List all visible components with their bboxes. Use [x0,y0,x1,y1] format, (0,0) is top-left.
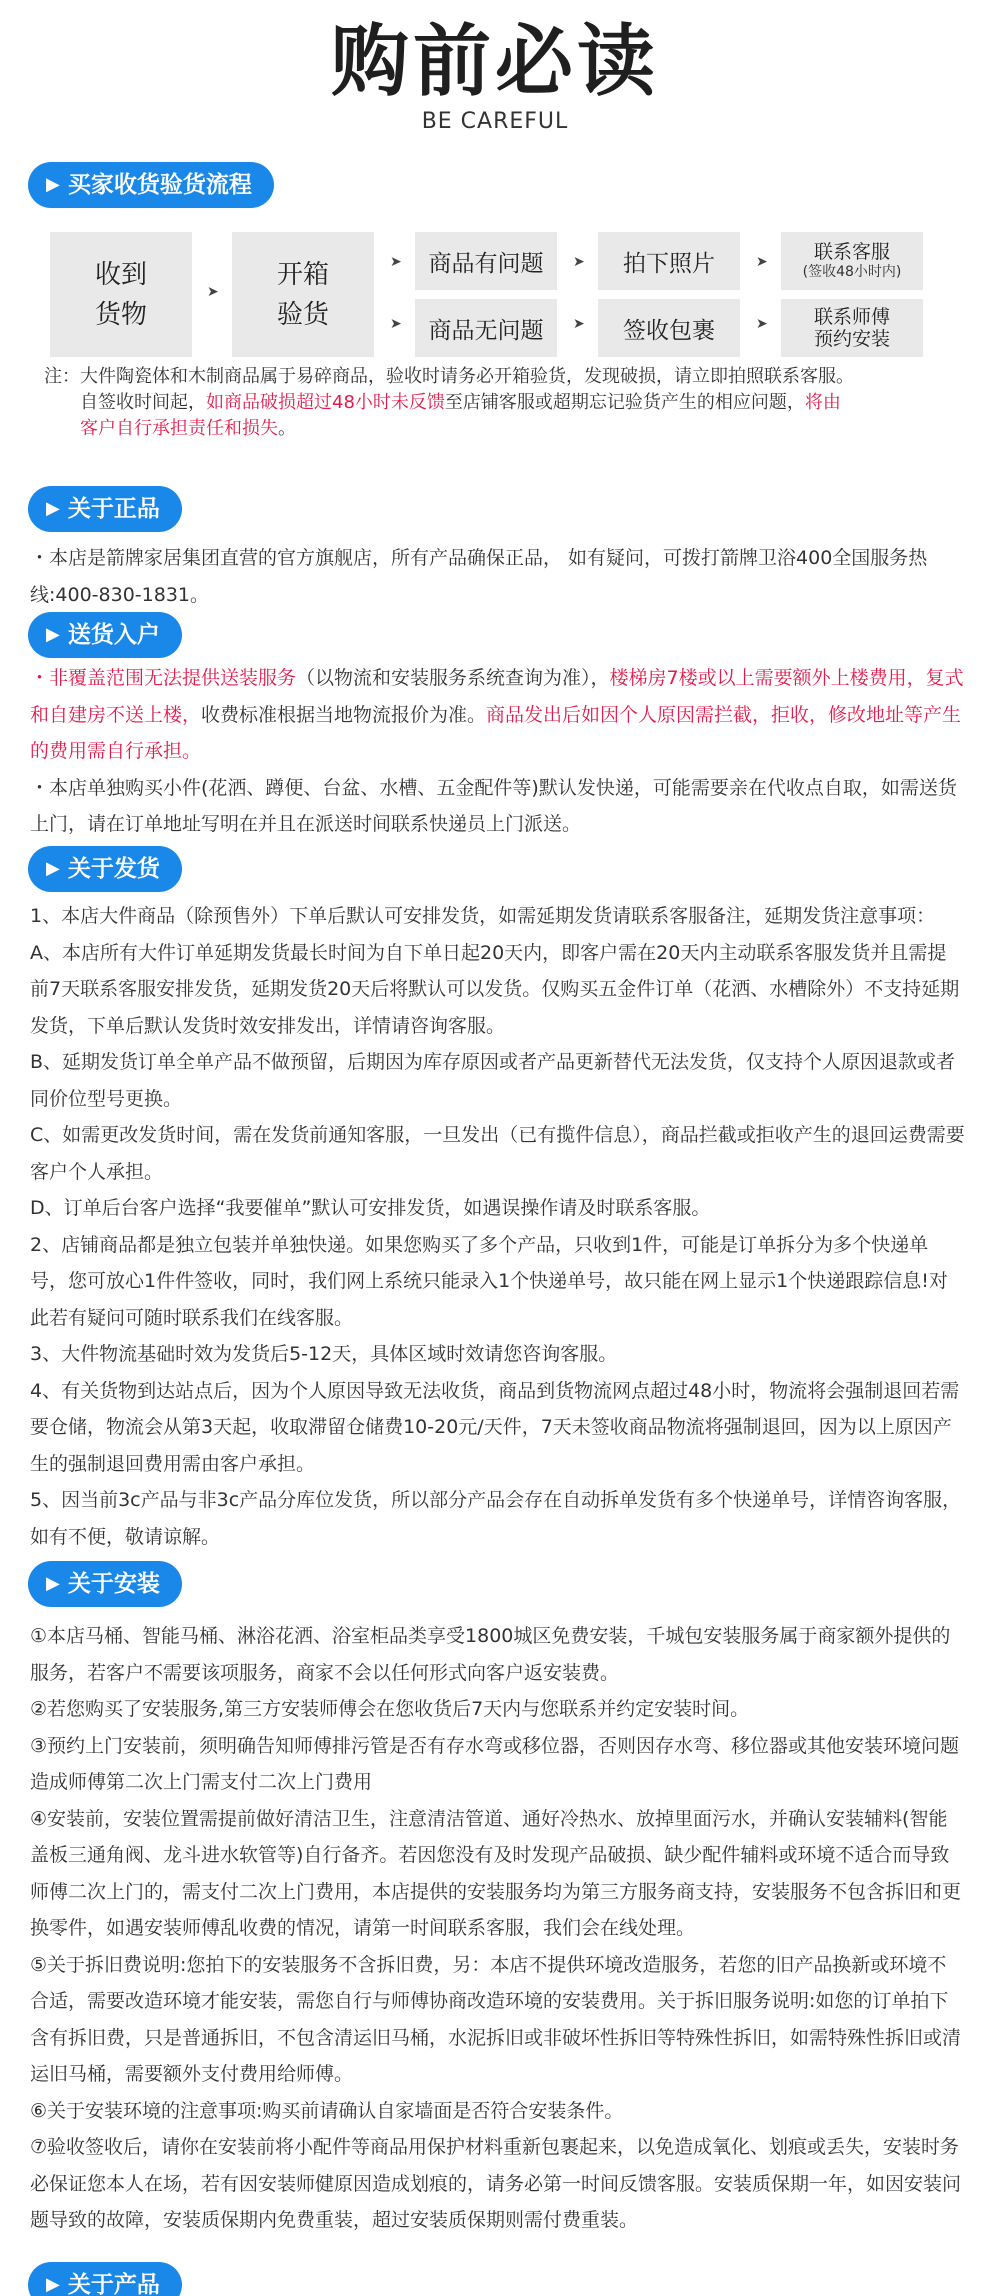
page-header [0,0,990,140]
inspection-flow-diagram [50,232,940,357]
play-triangle-icon: ▶ [46,624,60,645]
flow-open-box: 开箱 验货 [232,232,374,357]
chevron-right-icon: ➤ [573,316,585,332]
flow-photo-box: 拍下照片 [598,232,740,290]
flow-contact-service-box: 联系客服 (签收48小时内) [781,232,923,290]
chevron-right-icon: ➤ [573,254,585,270]
section-label-product: ▶ 关于产品 [28,2262,182,2296]
page-title: 购前必读 [330,17,659,107]
install-text: ①本店马桶、智能马桶、淋浴花洒、浴室柜品类享受1800城区免费安装，千城包安装服务属于商家额外提供的服务，若客户不需要该项服务，商家不会以任何形式向客户返安装费。 ②若您购买了安装服务,第三方安装师傅会在您收货后7天内与您联系并约定安装时间。 ③预约上门安装前，须明确告知师傅排污管是否有存水弯或移位器，否则因存水弯、移位器或其他安装环境问题造成师傅第二次上门需支付二次上门费用 ④安装前，安装位置需提前做好清洁卫生，注意清洁管道、通好冷热水、放掉里面污水，并确认安装辅料(智能盖板三通角阀、龙斗进水软管等)自行备齐。若因您没有及时发现产品破损、缺少配件辅料或环境不适合而导致师傅二次上门的，需支付二次上门费用，本店提供的安装服务均为第三方服务商支持，安装服务不包含拆旧和更换零件，如遇安装师傅乱收费的情况，请第一时间联系客服，我们会在线处理。 ⑤关于拆旧费说明:您拍下的安装服务不含拆旧费，另：本店不提供环境改造服务，若您的旧产品换新或环境不合适，需要改造环境才能安装，需您自行与师傅协商改造环境的安装费用。关于拆旧服务说明:如您的订单拍下含有拆旧费，只是普通拆旧，不包含清运旧马桶，水泥拆旧或非破坏性拆旧等特殊性拆旧，如需特殊性拆旧或清运旧马桶，需要额外支付费用给师傅。 ⑥关于安装环境的注意事项:购买前请确认自家墙面是否符合安装条件。 ⑦验收签收后，请你在安装前将小配件等商品用保护材料重新包裹起来，以免造成氧化、划痕或丢失，安装时务必保证您本人在场，若有因安装师健原因造成划痕的，请务必第一时间反馈客服。安装质保期一年，如因安装问题导致的故障，安装质保期内免费重装，超过安装质保期则需付费重装。 [30,1625,962,2231]
section-label-shipping: ▶ 关于发货 [28,846,182,892]
play-triangle-icon: ▶ [46,858,60,879]
chevron-right-icon: ➤ [756,254,768,270]
delivery-text: ・非覆盖范围无法提供送装服务（以物流和安装服务系统查询为准），楼梯房7楼或以上需要额外上楼费用，复式和自建房不送上楼，收费标准根据当地物流报价为准。商品发出后如因个人原因需拦截，拒收，修改地址等产生的费用需自行承担。 ・本店单独购买小件(花洒、蹲便、台盆、水槽、五金配件等)默认发快递，可能需要亲在代收点自取，如需送货上门，请在订单地址写明在并且在派送时间联系快递员上门派送。 [30,667,964,835]
flow-sign-box: 签收包裹 [598,299,740,357]
section-label-genuine: ▶ 关于正品 [28,486,182,532]
genuine-text: ・本店是箭牌家居集团直营的官方旗舰店，所有产品确保正品， 如有疑问，可拨打箭牌卫浴400全国服务热线:400-830-1831。 [30,547,928,606]
inspection-note: 注：大件陶瓷体和木制商品属于易碎商品，验收时请务必开箱验货，发现破损，请立即拍照联系客服。 自签收时间起，如商品破损超过48小时未反馈至店铺客服或超期忘记验货产生的相应问题，将由 客户自行承担责任和损失。 [44,366,854,439]
flow-receive-box: 收到 货物 [50,232,192,357]
flow-no-problem-box: 商品无问题 [415,299,557,357]
page-subtitle: BE CAREFUL [421,109,569,134]
chevron-right-icon: ➤ [390,316,402,332]
section-label-inspection: ▶ 买家收货验货流程 [28,162,274,208]
section-label-install: ▶ 关于安装 [28,1561,182,1607]
play-triangle-icon: ▶ [46,2274,60,2295]
chevron-right-icon: ➤ [207,284,219,300]
chevron-right-icon: ➤ [756,316,768,332]
play-triangle-icon: ▶ [46,1573,60,1594]
flow-problem-box: 商品有问题 [415,232,557,290]
flow-contact-tech-box: 联系师傅 预约安装 [781,299,923,357]
play-triangle-icon: ▶ [46,174,60,195]
play-triangle-icon: ▶ [46,498,60,519]
chevron-right-icon: ➤ [390,254,402,270]
section-label-delivery: ▶ 送货入户 [28,612,182,658]
shipping-text: 1、本店大件商品（除预售外）下单后默认可安排发货，如需延期发货请联系客服备注，延期发货注意事项： A、本店所有大件订单延期发货最长时间为自下单日起20天内，即客户需在20天内主动联系客服发货并且需提前7天联系客服安排发货，延期发货20天后将默认可以发货。仅购买五金件订单（花洒、水槽除外）不支持延期发货，下单后默认发货时效安排发出，详情请咨询客服。 B、延期发货订单全单产品不做预留，后期因为库存原因或者产品更新替代无法发货，仅支持个人原因退款或者同价位型号更换。 C、如需更改发货时间，需在发货前通知客服，一旦发出（已有揽件信息），商品拦截或拒收产生的退回运费需要客户个人承担。 D、订单后台客户选择“我要催单”默认可安排发货，如遇误操作请及时联系客服。 2、店铺商品都是独立包装并单独快递。如果您购买了多个产品，只收到1件，可能是订单拆分为多个快递单号，您可放心1件件签收，同时，我们网上系统只能录入1个快递单号，故只能在网上显示1个快递跟踪信息!对此若有疑问可随时联系我们在线客服。 3、大件物流基础时效为发货后5-12天，具体区域时效请您咨询客服。 4、有关货物到达站点后，因为个人原因导致无法收货，商品到货物流网点超过48小时，物流将会强制退回若需要仓储，物流会从第3天起，收取滞留仓储费10-20元/天件，7天未签收商品物流将强制退回，因为以上原因产生的强制退回费用需由客户承担。 5、因当前3c产品与非3c产品分库位发货，所以部分产品会存在自动拆单发货有多个快递单号，详情咨询客服，如有不便，敬请谅解。 [30,905,965,1548]
